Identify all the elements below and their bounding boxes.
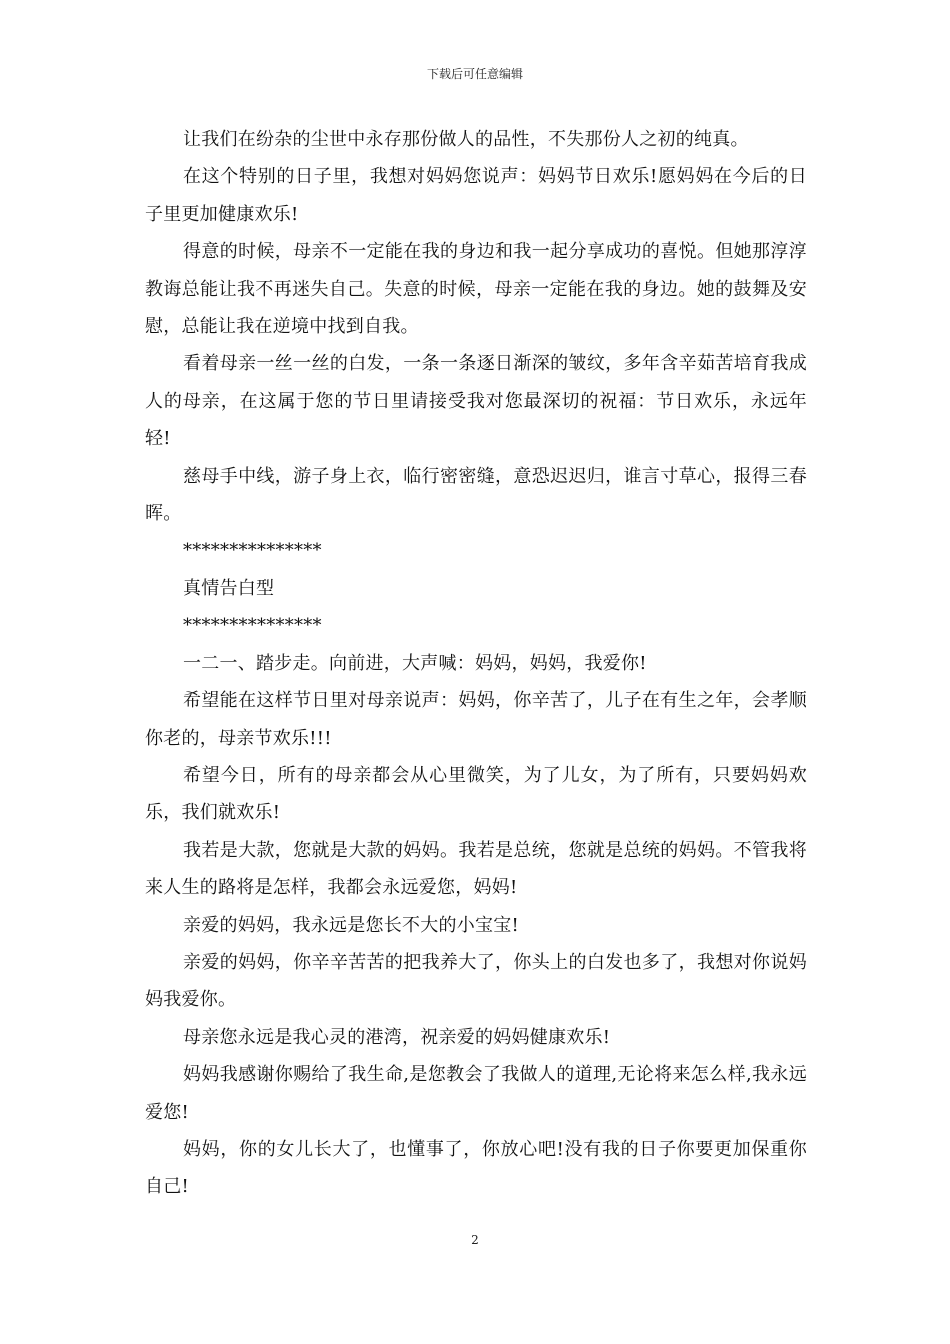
separator-line: *************** bbox=[183, 540, 322, 562]
section-heading: 真情告白型 bbox=[183, 577, 275, 599]
page-header: 下载后可任意编辑 bbox=[426, 67, 523, 81]
paragraph: 看着母亲一丝一丝的白发，一条一条逐日渐深的皱纹，多年含辛茹苦培育我成人的母亲，在这属于您的节日里请接受我对您最深切的祝福：节日欢乐，永远年轻! bbox=[145, 353, 807, 450]
paragraph: 慈母手中线，游子身上衣，临行密密缝，意恐迟迟归，谁言寸草心，报得三春晖。 bbox=[145, 465, 807, 525]
paragraph: 亲爱的妈妈，你辛辛苦苦的把我养大了，你头上的白发也多了，我想对你说妈妈我爱你。 bbox=[145, 951, 807, 1011]
paragraph: 一二一、踏步走。向前进，大声喊：妈妈，妈妈，我爱你! bbox=[183, 652, 647, 674]
paragraph: 希望能在这样节日里对母亲说声：妈妈，你辛苦了，儿子在有生之年，会孝顺你老的，母亲节欢乐!!! bbox=[145, 690, 807, 749]
paragraph: 让我们在纷杂的尘世中永存那份做人的品性，不失那份人之初的纯真。 bbox=[183, 129, 749, 150]
paragraph: 希望今日，所有的母亲都会从心里微笑，为了儿女，为了所有，只要妈妈欢乐，我们就欢乐! bbox=[145, 764, 807, 824]
paragraph: 妈妈我感谢你赐给了我生命,是您教会了我做人的道理,无论将来怎么样,我永远爱您! bbox=[145, 1064, 807, 1123]
paragraph: 在这个特别的日子里，我想对妈妈您说声：妈妈节日欢乐!愿妈妈在今后的日子里更加健康欢乐! bbox=[145, 166, 807, 225]
separator-line: *************** bbox=[183, 615, 322, 637]
page-number: 2 bbox=[471, 1233, 479, 1247]
paragraph: 妈妈，你的女儿长大了，也懂事了，你放心吧!没有我的日子你要更加保重你自己! bbox=[145, 1138, 807, 1198]
paragraph: 亲爱的妈妈，我永远是您长不大的小宝宝! bbox=[183, 914, 519, 936]
paragraph: 得意的时候，母亲不一定能在我的身边和我一起分享成功的喜悦。但她那淳淳教诲总能让我不再迷失自己。失意的时候，母亲一定能在我的身边。她的鼓舞及安慰，总能让我在逆境中找到自我。 bbox=[145, 241, 807, 338]
paragraph: 我若是大款，您就是大款的妈妈。我若是总统，您就是总统的妈妈。不管我将来人生的路将是怎样，我都会永远爱您，妈妈! bbox=[145, 839, 807, 899]
paragraph: 母亲您永远是我心灵的港湾，祝亲爱的妈妈健康欢乐! bbox=[183, 1026, 611, 1048]
document-body bbox=[145, 121, 807, 1206]
